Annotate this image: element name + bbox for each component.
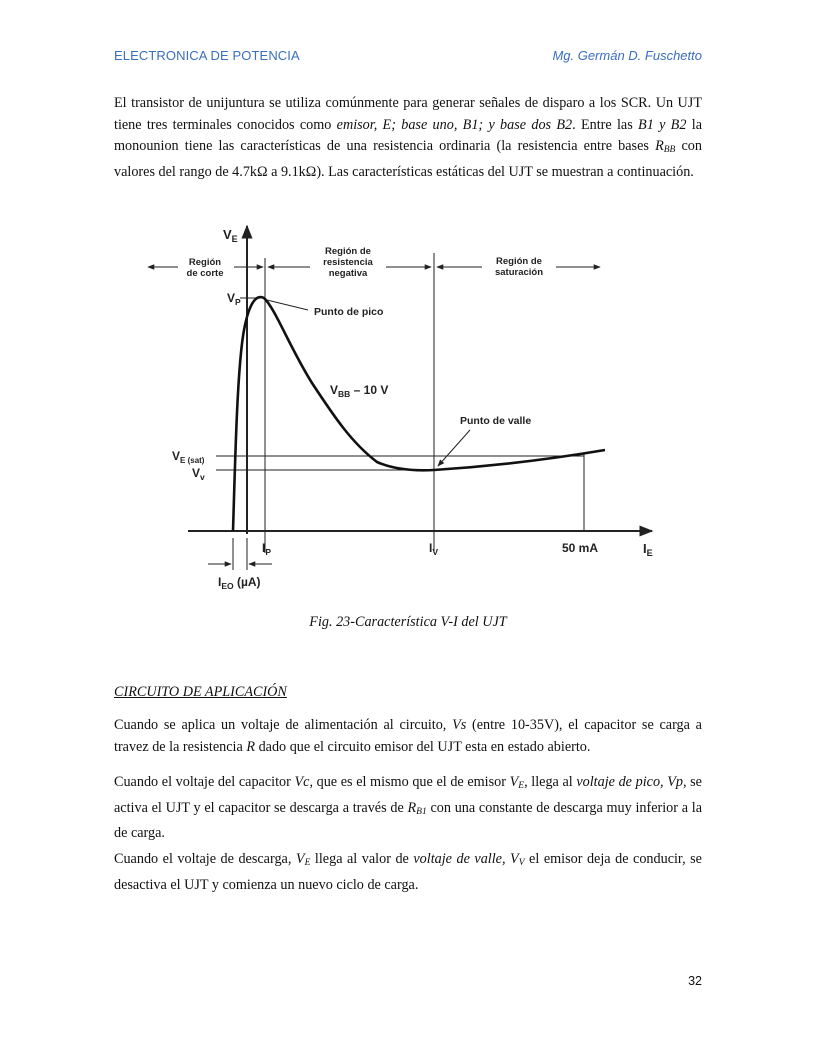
region-neg-label: Región de resistencia negativa (323, 246, 373, 279)
vp-label: $V_P$ (227, 291, 241, 307)
ieo-label: $I_{EO}$ (µA) (218, 575, 261, 591)
ip-label: $I_P$ (262, 541, 272, 557)
page-number: 32 (688, 974, 702, 988)
x-axis-label: $I_E$ (643, 541, 653, 558)
paragraph-supply: Cuando se aplica un voltaje de alimentación al circuito, Vs (entre 10-35V), el capacitor se carga a travez de la resistencia R dado que el circuito emisor del UJT esta en estado abierto. (114, 717, 702, 755)
iv-label: $I_V$ (429, 541, 439, 557)
curve-label: $V_{BB} - 10$ V (330, 383, 389, 399)
intro-paragraph: El transistor de unijuntura se utiliza comúnmente para generar señales de disparo a los SCR. Un UJT tiene tres terminales conocidos como emisor, E; base uno, B1; y base dos B2. Entre las B1 y B2 la monounion tiene las características de una resistencia ordinaria (la resistencia entre bases $R_{BB}$ con valores del rango de 4.7kΩ a 9.1kΩ). Las características estáticas del UJT se muestran a continuación. (114, 95, 702, 180)
ujt-vi-characteristic-figure (140, 218, 670, 603)
vv-label: $V_v$ (192, 466, 205, 482)
paragraph-peak: Cuando el voltaje del capacitor Vc, que es el mismo que el de emisor $V_E$, llega al voltaje de pico, Vp, se activa el UJT y el capacitor se descarga a través de $R_{B1}$ con una constante de descarga muy inferior a la de carga. (114, 774, 702, 842)
peak-leader (267, 300, 308, 310)
valley-leader (438, 430, 470, 466)
ujt-curve (233, 297, 605, 531)
region-cut-label: Región de corte (186, 257, 224, 279)
y-axis-label: $V_E$ (223, 227, 238, 244)
paragraph-valley: Cuando el voltaje de descarga, $V_E$ llega al valor de voltaje de valle, $V_V$ el emisor deja de conducir, se desactiva el UJT y comienza un nuevo ciclo de carga. (114, 851, 702, 893)
valley-label: Punto de valle (460, 415, 532, 427)
section-title: CIRCUITO DE APLICACIÓN (114, 684, 287, 700)
vesat-label: $V_{E (sat)}$ (172, 449, 205, 465)
current-50ma-label: 50 mA (562, 541, 599, 555)
header-title: ELECTRONICA DE POTENCIA (114, 48, 300, 63)
header-author: Mg. Germán D. Fuschetto (552, 48, 702, 63)
region-sat-label: Región de saturación (494, 256, 544, 278)
figure-caption: Fig. 23-Característica V-I del UJT (309, 614, 507, 630)
peak-label: Punto de pico (314, 306, 384, 318)
